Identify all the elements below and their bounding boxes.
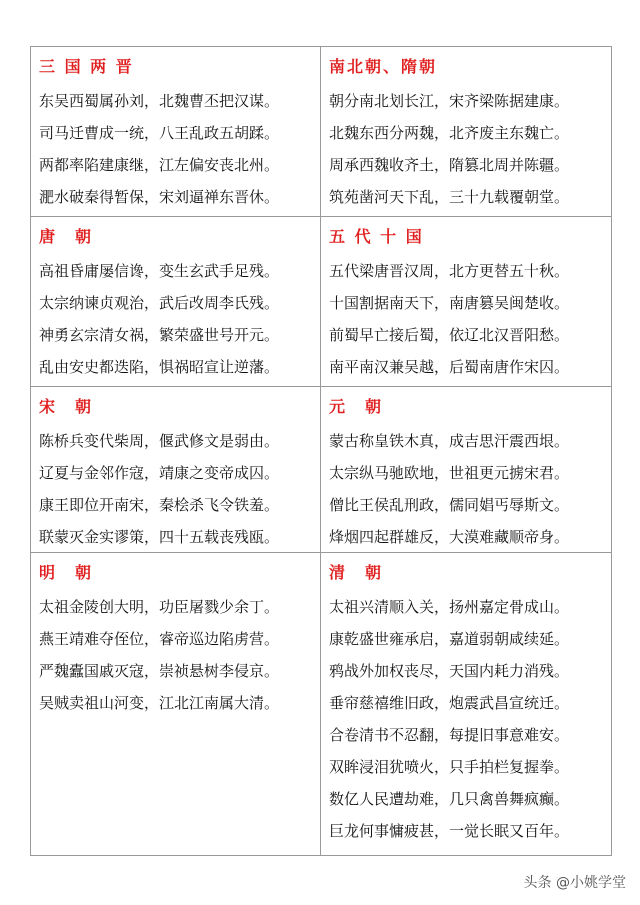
poem-line: 巨龙何事慵疲甚，一觉长眠又百年。 [329,822,570,840]
poem-line: 南平南汉兼吴越，后蜀南唐作宋囚。 [329,358,570,376]
section-song [31,387,321,553]
section-heading: 清 朝 [329,563,384,582]
poem-line: 垂帘慈禧维旧政，炮震武昌宣统迁。 [329,694,570,712]
section-qing [321,553,611,855]
section-ming [31,553,321,855]
poem-line: 蒙古称皇铁木真，成吉思汗震西垠。 [329,432,570,450]
poem-line: 太祖金陵创大明，功臣屠戮少余丁。 [39,598,280,616]
section-heading: 明 朝 [39,563,94,582]
poem-table [30,46,612,856]
section-heading: 南北朝、隋朝 [329,57,438,76]
section-northern-southern-sui [321,47,611,217]
section-heading: 宋 朝 [39,397,94,416]
poem-line: 淝水破秦得暂保，宋刘逼禅东晋休。 [39,188,280,206]
section-heading: 唐 朝 [39,227,94,246]
poem-line: 朝分南北划长江，宋齐梁陈据建康。 [329,92,570,110]
poem-line: 前蜀早亡接后蜀，依辽北汉晋阳愁。 [329,326,570,344]
section-heading: 三 国 两 晋 [39,57,134,76]
section-heading: 五 代 十 国 [329,227,424,246]
poem-line: 联蒙灭金实谬策，四十五载丧残瓯。 [39,528,280,546]
poem-line: 太宗纳谏贞观治，武后改周李氏残。 [39,294,280,312]
section-heading: 元 朝 [329,397,384,416]
poem-line: 五代梁唐晋汉周，北方更替五十秋。 [329,262,570,280]
poem-line: 康乾盛世雍承启，嘉道弱朝咸续延。 [329,630,570,648]
poem-line: 太宗纵马驰欧地，世祖更元掳宋君。 [329,464,570,482]
poem-line: 筑苑凿河天下乱，三十九载覆朝堂。 [329,188,570,206]
poem-line: 太祖兴清顺入关，扬州嘉定骨成山。 [329,598,570,616]
poem-line: 东吴西蜀属孙刘，北魏曹丕把汉谋。 [39,92,280,110]
poem-line: 严魏蠹国戚灭寇，崇祯悬树李侵京。 [39,662,280,680]
source-watermark: 头条 @小姚学堂 [523,875,626,891]
poem-line: 北魏东西分两魏，北齐废主东魏亡。 [329,124,570,142]
poem-line: 司马迁曹成一统，八王乱政五胡蹂。 [39,124,280,142]
poem-line: 烽烟四起群雄反，大漠难藏顺帝身。 [329,528,570,546]
poem-line: 数亿人民遭劫难，几只禽兽舞疯癫。 [329,790,570,808]
poem-line: 高祖昏庸屡信谗，变生玄武手足残。 [39,262,280,280]
poem-line: 陈桥兵变代柴周，偃武修文是弱由。 [39,432,280,450]
poem-line: 辽夏与金邻作寇，靖康之变帝成囚。 [39,464,280,482]
poem-line: 神勇玄宗清女祸，繁荣盛世号开元。 [39,326,280,344]
section-yuan [321,387,611,553]
poem-line: 十国割据南天下，南唐篡吴闽楚收。 [329,294,570,312]
poem-line: 燕王靖难夺侄位，睿帝巡边陷虏营。 [39,630,280,648]
poem-line: 两都率陷建康继，江左偏安丧北州。 [39,156,280,174]
poem-line: 康王即位开南宋，秦桧杀飞令铁羞。 [39,496,280,514]
poem-line: 鸦战外加权丧尽，天国内耗力消残。 [329,662,570,680]
poem-line: 吴贼卖祖山河变，江北江南属大清。 [39,694,280,712]
section-three-kingdoms [31,47,321,217]
poem-line: 合卷清书不忍翻，每提旧事意难安。 [329,726,570,744]
poem-line: 乱由安史都迭陷，惧祸昭宣让逆藩。 [39,358,280,376]
section-five-dynasties [321,217,611,387]
section-tang [31,217,321,387]
poem-line: 周承西魏收齐土，隋篡北周并陈疆。 [329,156,570,174]
poem-line: 双眸浸泪犹喷火，只手拍栏复握拳。 [329,758,570,776]
poem-line: 僧比王侯乱刑政，儒同娼丐辱斯文。 [329,496,570,514]
